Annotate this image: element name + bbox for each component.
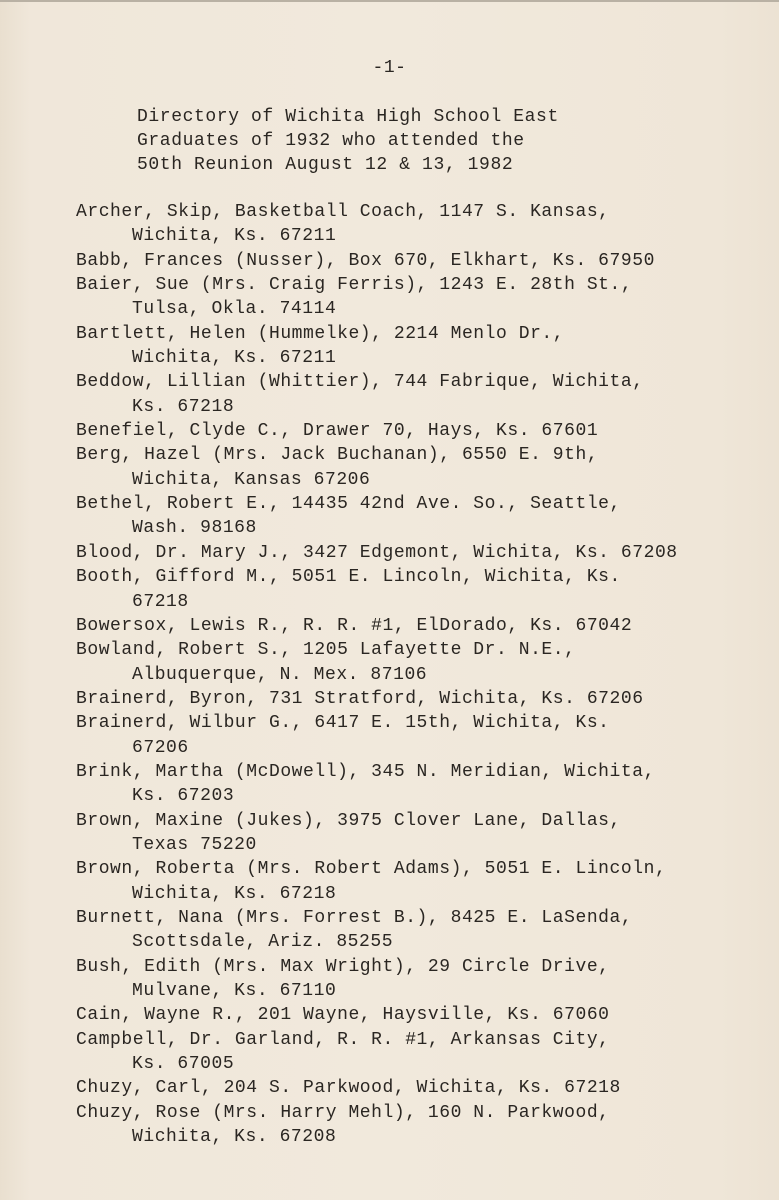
directory-entry	[76, 200, 766, 249]
entry-address-continuation: Wichita, Ks. 67208	[132, 1127, 337, 1148]
directory-entry	[76, 565, 766, 614]
entry-address-continuation: Albuquerque, N. Mex. 87106	[132, 664, 428, 685]
directory-entry	[76, 541, 766, 565]
entry-address-continuation: Ks. 67005	[132, 1054, 235, 1075]
entry-name-line: Cain, Wayne R., 201 Wayne, Haysville, Ks. 67060	[76, 1005, 610, 1026]
entry-name-line: Benefiel, Clyde C., Drawer 70, Hays, Ks. 67601	[76, 421, 599, 442]
directory-entry	[76, 419, 766, 443]
entry-name-line: Chuzy, Rose (Mrs. Harry Mehl), 160 N. Parkwood,	[76, 1102, 610, 1123]
directory-entry	[76, 955, 766, 1004]
entry-address-continuation: Wichita, Ks. 67218	[132, 883, 337, 904]
directory-entry	[76, 273, 766, 322]
directory-entry	[76, 857, 766, 906]
entry-name-line: Bowland, Robert S., 1205 Lafayette Dr. N.E.,	[76, 640, 576, 661]
directory-entry	[76, 687, 766, 711]
page-number: -1-	[372, 58, 407, 78]
entry-address-continuation: 67218	[132, 591, 189, 612]
entry-name-line: Baier, Sue (Mrs. Craig Ferris), 1243 E. 28th St.,	[76, 275, 633, 296]
title-line: Directory of Wichita High School East	[137, 107, 559, 127]
entry-name-line: Brown, Maxine (Jukes), 3975 Clover Lane, Dallas,	[76, 810, 621, 831]
entry-name-line: Chuzy, Carl, 204 S. Parkwood, Wichita, Ks. 67218	[76, 1078, 621, 1099]
directory-entry	[76, 1076, 766, 1100]
entry-address-continuation: Wichita, Ks. 67211	[132, 348, 337, 369]
entry-name-line: Brainerd, Wilbur G., 6417 E. 15th, Wichita, Ks.	[76, 713, 610, 734]
directory-entry	[76, 711, 766, 760]
entry-address-continuation: Ks. 67203	[132, 786, 235, 807]
entry-address-continuation: Ks. 67218	[132, 396, 235, 417]
entry-address-continuation: 67206	[132, 737, 189, 758]
entry-address-continuation: Texas 75220	[132, 834, 257, 855]
title-line: Graduates of 1932 who attended the	[137, 131, 525, 151]
entry-name-line: Brown, Roberta (Mrs. Robert Adams), 5051 E. Lincoln,	[76, 859, 667, 880]
entry-address-continuation: Wichita, Ks. 67211	[132, 226, 337, 247]
directory-entry	[76, 1003, 766, 1027]
entry-name-line: Bush, Edith (Mrs. Max Wright), 29 Circle Drive,	[76, 956, 610, 977]
entry-name-line: Brainerd, Byron, 731 Stratford, Wichita, Ks. 67206	[76, 688, 644, 709]
directory-entry	[76, 249, 766, 273]
directory-entry	[76, 1101, 766, 1150]
entry-name-line: Beddow, Lillian (Whittier), 744 Fabrique, Wichita,	[76, 372, 644, 393]
directory-entry	[76, 370, 766, 419]
entry-name-line: Archer, Skip, Basketball Coach, 1147 S. Kansas,	[76, 202, 610, 222]
entry-name-line: Booth, Gifford M., 5051 E. Lincoln, Wichita, Ks.	[76, 567, 621, 588]
entry-address-continuation: Scottsdale, Ariz. 85255	[132, 932, 394, 953]
directory-entry	[76, 443, 766, 492]
directory-entry	[76, 809, 766, 858]
entry-name-line: Blood, Dr. Mary J., 3427 Edgemont, Wichita, Ks. 67208	[76, 542, 678, 563]
entry-name-line: Bartlett, Helen (Hummelke), 2214 Menlo Dr.,	[76, 323, 565, 344]
entry-name-line: Bowersox, Lewis R., R. R. #1, ElDorado, Ks. 67042	[76, 615, 633, 636]
entry-name-line: Bethel, Robert E., 14435 42nd Ave. So., Seattle,	[76, 494, 621, 515]
entry-name-line: Berg, Hazel (Mrs. Jack Buchanan), 6550 E. 9th,	[76, 445, 599, 466]
entry-name-line: Brink, Martha (McDowell), 345 N. Meridian, Wichita,	[76, 761, 655, 782]
directory-entry	[76, 906, 766, 955]
entry-name-line: Burnett, Nana (Mrs. Forrest B.), 8425 E. LaSenda,	[76, 907, 633, 928]
entry-address-continuation: Mulvane, Ks. 67110	[132, 981, 337, 1001]
entry-address-continuation: Wash. 98168	[132, 518, 257, 539]
directory-entry	[76, 322, 766, 371]
directory-entry	[76, 760, 766, 809]
directory-entry	[76, 638, 766, 687]
directory-entry	[76, 614, 766, 638]
entry-name-line: Campbell, Dr. Garland, R. R. #1, Arkansas City,	[76, 1029, 610, 1050]
entry-address-continuation: Tulsa, Okla. 74114	[132, 299, 337, 320]
entry-address-continuation: Wichita, Kansas 67206	[132, 469, 371, 490]
directory-entries	[76, 200, 766, 1149]
title-line: 50th Reunion August 12 & 13, 1982	[137, 155, 514, 175]
directory-title	[137, 105, 559, 177]
directory-entry	[76, 492, 766, 541]
entry-name-line: Babb, Frances (Nusser), Box 670, Elkhart, Ks. 67950	[76, 250, 655, 271]
directory-entry	[76, 1028, 766, 1077]
